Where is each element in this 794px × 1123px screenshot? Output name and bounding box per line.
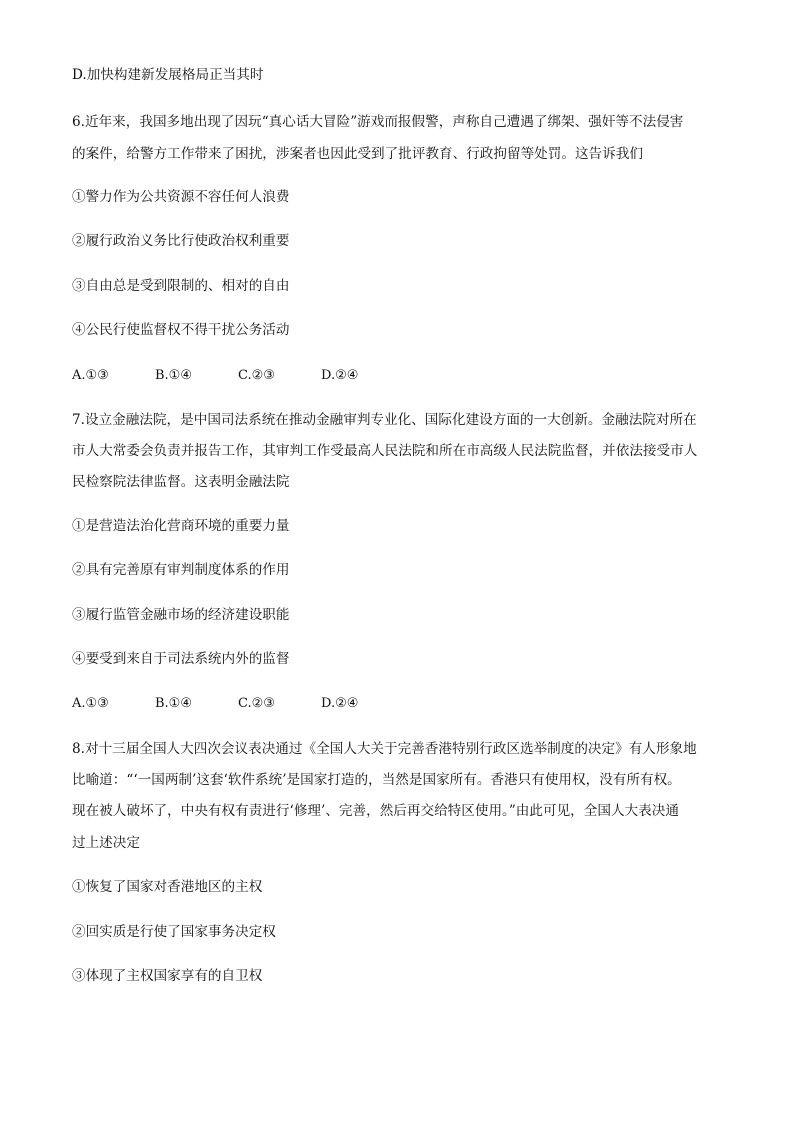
- question-8-stem-line-1: 8.对十三届全国人大四次会议表决通过《全国人大关于完善香港特别行政区选举制度的决定》有人形象地: [72, 741, 697, 757]
- question-8-stem-line-3: 现在被人破坏了，中央有权有责进行‘修理’、完善，然后再交给特区使用。”由此可见，全国人大表决通: [72, 803, 679, 819]
- question-7-options: [72, 694, 404, 714]
- question-6-option-b: B.①④: [155, 368, 192, 383]
- question-8-statement-3: ③体现了主权国家享有的自卫权: [72, 968, 263, 984]
- question-7-option-c: C.②③: [238, 696, 275, 711]
- question-7-statement-3: ③履行监管金融市场的经济建设职能: [72, 607, 290, 623]
- question-6-options: [72, 366, 404, 386]
- question-6-statement-4: ④公民行使监督权不得干扰公务活动: [72, 322, 290, 338]
- question-6-statement-3: ③自由总是受到限制的、相对的自由: [72, 278, 290, 294]
- question-7-option-b: B.①④: [155, 696, 192, 711]
- question-6-statement-1: ①警力作为公共资源不容任何人浪费: [72, 189, 290, 205]
- question-7-stem-line-2: 市人大常委会负责并报告工作，其审判工作受最高人民法院和所在市高级人民法院监督，并依法接受市人: [72, 443, 698, 459]
- leading-option-d: D.加快构建新发展格局正当其时: [72, 67, 264, 83]
- question-8-statement-2: ②回实质是行使了国家事务决定权: [72, 924, 276, 940]
- question-7-stem-line-3: 民检察院法律监督。这表明金融法院: [72, 474, 290, 490]
- question-8-stem-line-4: 过上述决定: [72, 835, 140, 851]
- question-6-statement-2: ②履行政治义务比行使政治权利重要: [72, 233, 290, 249]
- question-6-stem-line-2: 的案件，给警方工作带来了困扰，涉案者也因此受到了批评教育、行政拘留等处罚。这告诉我们: [72, 146, 643, 162]
- question-6-option-d: D.②④: [321, 368, 359, 383]
- question-7-option-a: A.①③: [72, 696, 109, 711]
- question-6-option-c: C.②③: [238, 368, 275, 383]
- question-7-statement-1: ①是营造法治化营商环境的重要力量: [72, 518, 290, 534]
- question-8-stem-line-2: 比喻道：“‘一国两制’这套‘软件系统’是国家打造的，当然是国家所有。香港只有使用权，没有所有权。: [72, 772, 681, 788]
- question-8-statement-1: ①恢复了国家对香港地区的主权: [72, 879, 263, 895]
- question-6-option-a: A.①③: [72, 368, 109, 383]
- question-7-option-d: D.②④: [321, 696, 359, 711]
- question-7-statement-4: ④要受到来自于司法系统内外的监督: [72, 651, 290, 667]
- question-7-statement-2: ②具有完善原有审判制度体系的作用: [72, 562, 290, 578]
- question-6-stem-line-1: 6.近年来，我国多地出现了因玩“真心话大冒险”游戏而报假警，声称自己遭遇了绑架、强奸等不法侵害: [72, 114, 684, 130]
- question-7-stem-line-1: 7.设立金融法院，是中国司法系统在推动金融审判专业化、国际化建设方面的一大创新。金融法院对所在: [72, 412, 697, 428]
